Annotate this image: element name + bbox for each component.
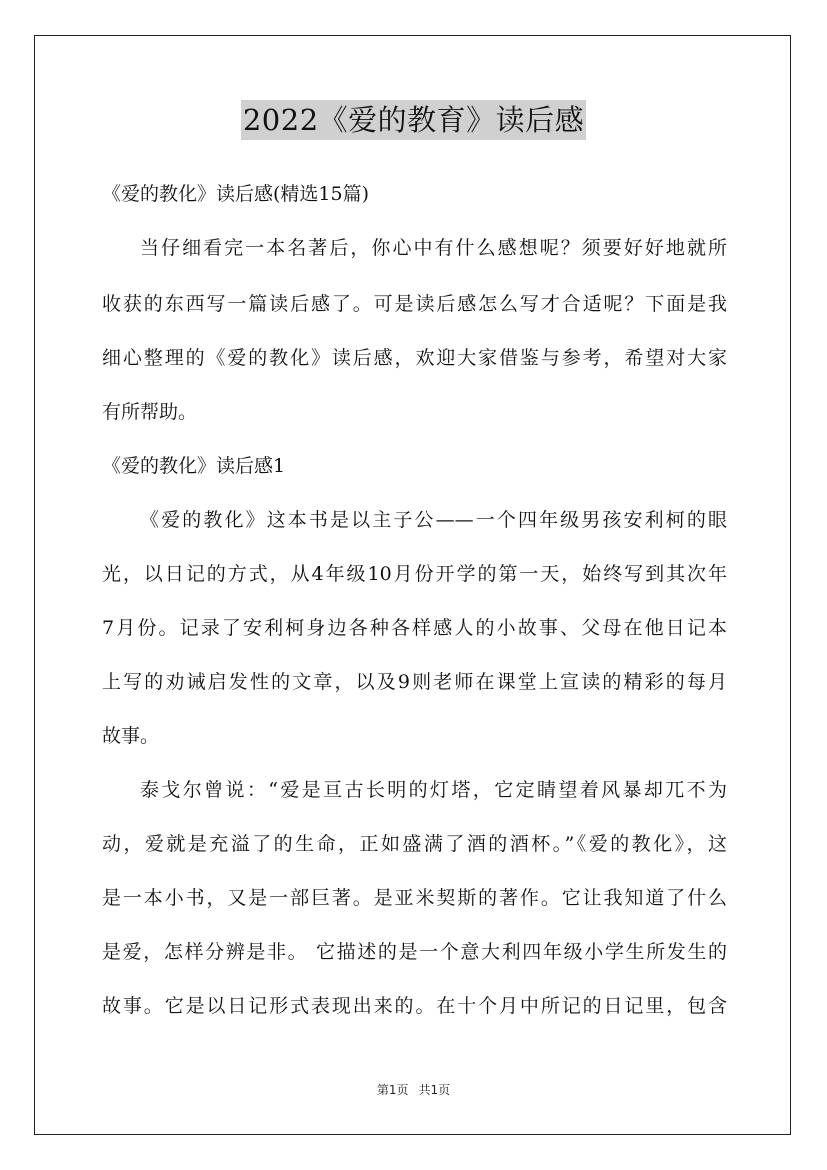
subtitle-line: 《爱的教化》读后感(精选15篇): [102, 183, 370, 205]
paragraph-line: 故事。: [102, 725, 160, 747]
paragraph-line: 光，以日记的方式，从4年级10月份开学的第一天，始终写到其次年: [102, 563, 727, 585]
paragraph-line: 泰戈尔曾说：“爱是亘古长明的灯塔，它定睛望着风暴却兀不为: [140, 779, 727, 801]
paragraph-line: 上写的劝诫启发性的文章，以及9则老师在课堂上宣读的精彩的每月: [102, 671, 727, 693]
page-number-current: 第1页: [376, 1083, 409, 1097]
page-number-total: 共1页: [418, 1083, 451, 1097]
paragraph-line: 7月份。记录了安利柯身边各种各样感人的小故事、父母在他日记本: [102, 617, 727, 639]
paragraph-line: 收获的东西写一篇读后感了。可是读后感怎么写才合适呢？下面是我: [102, 293, 727, 315]
page-footer: [0, 1082, 827, 1098]
paragraph-line: 《爱的教化》这本书是以主子公——一个四年级男孩安利柯的眼: [140, 509, 727, 531]
paragraph-line: 故事。它是以日记形式表现出来的。在十个月中所记的日记里，包含: [102, 995, 727, 1017]
paragraph-line: 细心整理的《爱的教化》读后感，欢迎大家借鉴与参考，希望对大家: [102, 347, 727, 369]
paragraph-line: 有所帮助。: [102, 401, 198, 423]
section-heading: 《爱的教化》读后感1: [102, 455, 286, 477]
paragraph-line: 动，爱就是充溢了的生命，正如盛满了酒的酒杯。”《爱的教化》，这: [102, 833, 727, 855]
document-title: 2022《爱的教育》读后感: [241, 100, 586, 140]
paragraph-line: 是爱，怎样分辨是非。 它描述的是一个意大利四年级小学生所发生的: [102, 941, 727, 963]
paragraph-line: 当仔细看完一本名著后，你心中有什么感想呢？须要好好地就所: [140, 237, 727, 259]
title-container: [0, 100, 827, 140]
paragraph-line: 是一本小书，又是一部巨著。是亚米契斯的著作。它让我知道了什么: [102, 887, 727, 909]
